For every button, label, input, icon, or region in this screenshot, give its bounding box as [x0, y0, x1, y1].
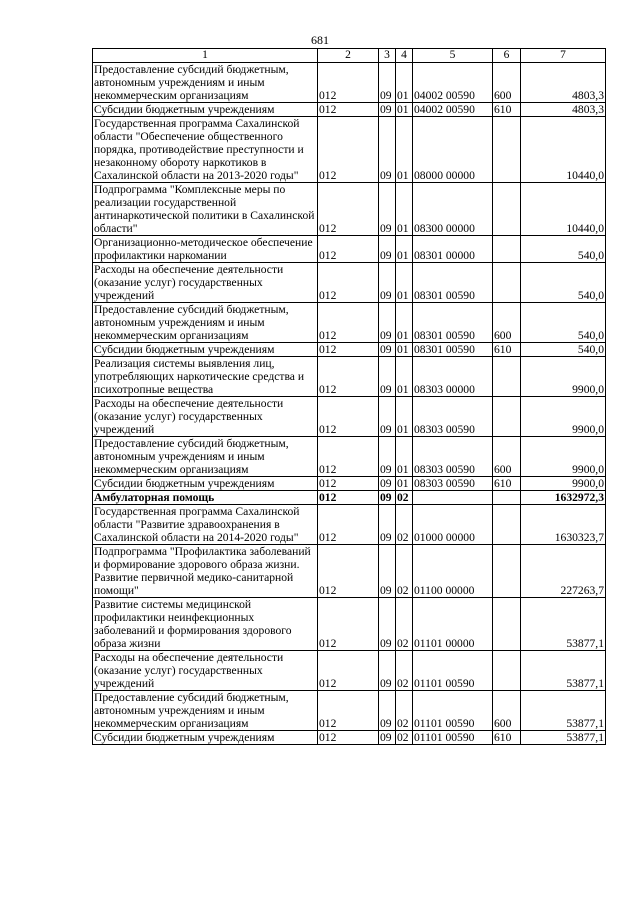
- row-subsection-code: 02: [396, 691, 413, 731]
- row-target-article-code: 08303 00590: [413, 477, 493, 491]
- column-header: 5: [413, 49, 493, 63]
- row-ministry-code: 012: [318, 437, 379, 477]
- row-ministry-code: 012: [318, 263, 379, 303]
- table-row: [93, 343, 606, 357]
- row-name: Субсидии бюджетным учреждениям: [93, 731, 318, 745]
- row-expense-type-code: 610: [493, 343, 521, 357]
- row-ministry-code: 012: [318, 117, 379, 183]
- row-name: Организационно-методическое обеспечение профилактики наркомании: [93, 236, 318, 263]
- row-target-article-code: 08303 00590: [413, 437, 493, 477]
- row-ministry-code: 012: [318, 731, 379, 745]
- row-section-code: 09: [379, 491, 396, 505]
- row-section-code: 09: [379, 357, 396, 397]
- row-name: Предоставление субсидий бюджетным, автономным учреждениям и иным некоммерческим организациям: [93, 437, 318, 477]
- row-ministry-code: 012: [318, 183, 379, 236]
- row-name: Подпрограмма "Комплексные меры по реализации государственной антинаркотической политики в Сахалинской области": [93, 183, 318, 236]
- column-header: 6: [493, 49, 521, 63]
- row-ministry-code: 012: [318, 63, 379, 103]
- row-ministry-code: 012: [318, 357, 379, 397]
- row-expense-type-code: 600: [493, 303, 521, 343]
- row-name: Субсидии бюджетным учреждениям: [93, 477, 318, 491]
- row-subsection-code: 02: [396, 505, 413, 545]
- row-section-code: 09: [379, 477, 396, 491]
- row-expense-type-code: 610: [493, 731, 521, 745]
- row-expense-type-code: [493, 183, 521, 236]
- row-target-article-code: 08303 00590: [413, 397, 493, 437]
- row-ministry-code: 012: [318, 491, 379, 505]
- row-amount: 4803,3: [521, 103, 606, 117]
- row-amount: 540,0: [521, 236, 606, 263]
- row-section-code: 09: [379, 117, 396, 183]
- row-subsection-code: 01: [396, 183, 413, 236]
- row-expense-type-code: 610: [493, 103, 521, 117]
- row-amount: 9900,0: [521, 357, 606, 397]
- row-expense-type-code: 600: [493, 437, 521, 477]
- row-name: Подпрограмма "Профилактика заболеваний и формирование здорового образа жизни. Развитие первичной медико-санитарной помощи": [93, 545, 318, 598]
- table-row: [93, 598, 606, 651]
- table-row: [93, 651, 606, 691]
- row-target-article-code: [413, 491, 493, 505]
- row-amount: 9900,0: [521, 397, 606, 437]
- row-name: Расходы на обеспечение деятельности (оказание услуг) государственных учреждений: [93, 397, 318, 437]
- row-subsection-code: 01: [396, 343, 413, 357]
- row-subsection-code: 02: [396, 731, 413, 745]
- row-expense-type-code: [493, 505, 521, 545]
- row-amount: 9900,0: [521, 437, 606, 477]
- row-target-article-code: 08000 00000: [413, 117, 493, 183]
- row-target-article-code: 01101 00590: [413, 691, 493, 731]
- row-name: Субсидии бюджетным учреждениям: [93, 343, 318, 357]
- table-row: [93, 691, 606, 731]
- budget-table: [92, 48, 606, 745]
- row-amount: 10440,0: [521, 183, 606, 236]
- table-row: [93, 545, 606, 598]
- row-expense-type-code: [493, 598, 521, 651]
- row-name: Предоставление субсидий бюджетным, автономным учреждениям и иным некоммерческим организациям: [93, 303, 318, 343]
- row-ministry-code: 012: [318, 598, 379, 651]
- column-header: 2: [318, 49, 379, 63]
- row-expense-type-code: [493, 263, 521, 303]
- row-subsection-code: 02: [396, 651, 413, 691]
- row-amount: 540,0: [521, 263, 606, 303]
- table-row: [93, 63, 606, 103]
- row-ministry-code: 012: [318, 691, 379, 731]
- row-ministry-code: 012: [318, 303, 379, 343]
- row-expense-type-code: [493, 236, 521, 263]
- row-subsection-code: 01: [396, 117, 413, 183]
- row-target-article-code: 04002 00590: [413, 103, 493, 117]
- row-name: Государственная программа Сахалинской области "Обеспечение общественного порядка, противодействие преступности и незаконному обороту наркотиков в Сахалинской области на 2013-2020 годы": [93, 117, 318, 183]
- row-expense-type-code: 600: [493, 691, 521, 731]
- row-amount: 53877,1: [521, 598, 606, 651]
- row-section-code: 09: [379, 545, 396, 598]
- row-target-article-code: 08300 00000: [413, 183, 493, 236]
- row-section-code: 09: [379, 598, 396, 651]
- row-name: Расходы на обеспечение деятельности (оказание услуг) государственных учреждений: [93, 651, 318, 691]
- row-expense-type-code: [493, 117, 521, 183]
- row-section-code: 09: [379, 263, 396, 303]
- row-name: Субсидии бюджетным учреждениям: [93, 103, 318, 117]
- table-body: [93, 63, 606, 745]
- row-subsection-code: 01: [396, 263, 413, 303]
- row-section-code: 09: [379, 437, 396, 477]
- row-expense-type-code: [493, 397, 521, 437]
- row-subsection-code: 01: [396, 437, 413, 477]
- row-subsection-code: 02: [396, 598, 413, 651]
- row-target-article-code: 01101 00590: [413, 651, 493, 691]
- column-header: 3: [379, 49, 396, 63]
- row-target-article-code: 08303 00000: [413, 357, 493, 397]
- row-section-code: 09: [379, 236, 396, 263]
- row-amount: 540,0: [521, 303, 606, 343]
- row-section-code: 09: [379, 731, 396, 745]
- table-row: [93, 117, 606, 183]
- row-section-code: 09: [379, 63, 396, 103]
- row-amount: 53877,1: [521, 651, 606, 691]
- table-row: [93, 103, 606, 117]
- row-ministry-code: 012: [318, 477, 379, 491]
- page-number: 681: [311, 33, 329, 47]
- row-name: Расходы на обеспечение деятельности (оказание услуг) государственных учреждений: [93, 263, 318, 303]
- row-subsection-code: 01: [396, 397, 413, 437]
- row-ministry-code: 012: [318, 651, 379, 691]
- table-row: [93, 357, 606, 397]
- row-amount: 10440,0: [521, 117, 606, 183]
- row-target-article-code: 08301 00590: [413, 303, 493, 343]
- row-section-code: 09: [379, 505, 396, 545]
- row-amount: 53877,1: [521, 731, 606, 745]
- row-section-code: 09: [379, 397, 396, 437]
- table-row: [93, 303, 606, 343]
- row-amount: 9900,0: [521, 477, 606, 491]
- table-row: [93, 236, 606, 263]
- table-row: [93, 491, 606, 505]
- row-ministry-code: 012: [318, 343, 379, 357]
- row-ministry-code: 012: [318, 397, 379, 437]
- row-subsection-code: 01: [396, 63, 413, 103]
- row-name: Реализация системы выявления лиц, употребляющих наркотические средства и психотропные вещества: [93, 357, 318, 397]
- row-section-code: 09: [379, 343, 396, 357]
- row-subsection-code: 01: [396, 103, 413, 117]
- row-subsection-code: 02: [396, 491, 413, 505]
- row-ministry-code: 012: [318, 545, 379, 598]
- row-amount: 53877,1: [521, 691, 606, 731]
- table-row: [93, 477, 606, 491]
- row-expense-type-code: 610: [493, 477, 521, 491]
- row-subsection-code: 01: [396, 357, 413, 397]
- table-row: [93, 263, 606, 303]
- row-expense-type-code: [493, 651, 521, 691]
- row-target-article-code: 08301 00000: [413, 236, 493, 263]
- column-header: 1: [93, 49, 318, 63]
- row-ministry-code: 012: [318, 103, 379, 117]
- row-name: Государственная программа Сахалинской области "Развитие здравоохранения в Сахалинской области на 2014-2020 годы": [93, 505, 318, 545]
- row-target-article-code: 08301 00590: [413, 263, 493, 303]
- row-subsection-code: 01: [396, 303, 413, 343]
- table-row: [93, 731, 606, 745]
- row-ministry-code: 012: [318, 505, 379, 545]
- row-subsection-code: 02: [396, 545, 413, 598]
- row-amount: 1630323,7: [521, 505, 606, 545]
- row-target-article-code: 01100 00000: [413, 545, 493, 598]
- row-target-article-code: 08301 00590: [413, 343, 493, 357]
- column-header: 7: [521, 49, 606, 63]
- row-section-code: 09: [379, 691, 396, 731]
- row-ministry-code: 012: [318, 236, 379, 263]
- row-expense-type-code: [493, 357, 521, 397]
- row-target-article-code: 01101 00590: [413, 731, 493, 745]
- row-name: Амбулаторная помощь: [93, 491, 318, 505]
- row-name: Предоставление субсидий бюджетным, автономным учреждениям и иным некоммерческим организациям: [93, 63, 318, 103]
- row-section-code: 09: [379, 103, 396, 117]
- row-amount: 227263,7: [521, 545, 606, 598]
- row-amount: 540,0: [521, 343, 606, 357]
- row-subsection-code: 01: [396, 236, 413, 263]
- row-expense-type-code: 600: [493, 63, 521, 103]
- row-target-article-code: 04002 00590: [413, 63, 493, 103]
- table-row: [93, 183, 606, 236]
- table-row: [93, 505, 606, 545]
- row-section-code: 09: [379, 303, 396, 343]
- row-subsection-code: 01: [396, 477, 413, 491]
- row-expense-type-code: [493, 491, 521, 505]
- row-target-article-code: 01000 00000: [413, 505, 493, 545]
- row-amount: 1632972,3: [521, 491, 606, 505]
- row-section-code: 09: [379, 183, 396, 236]
- row-section-code: 09: [379, 651, 396, 691]
- table-row: [93, 397, 606, 437]
- row-target-article-code: 01101 00000: [413, 598, 493, 651]
- header-row: [93, 49, 606, 63]
- column-header: 4: [396, 49, 413, 63]
- row-name: Развитие системы медицинской профилактики неинфекционных заболеваний и формирования здорового образа жизни: [93, 598, 318, 651]
- row-amount: 4803,3: [521, 63, 606, 103]
- row-name: Предоставление субсидий бюджетным, автономным учреждениям и иным некоммерческим организациям: [93, 691, 318, 731]
- table-row: [93, 437, 606, 477]
- row-expense-type-code: [493, 545, 521, 598]
